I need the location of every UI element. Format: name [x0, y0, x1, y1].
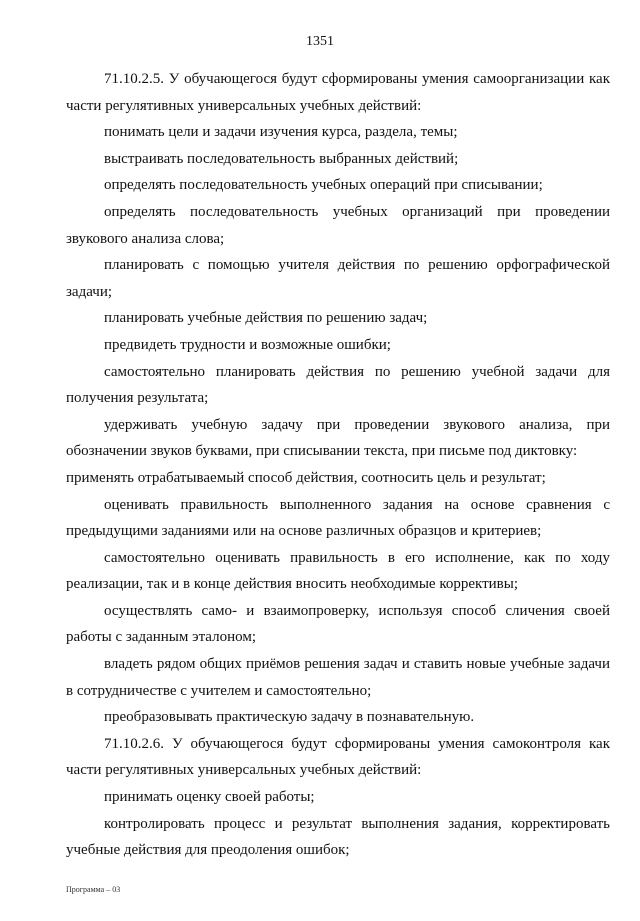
- list-item: применять отрабатываемый способ действия, соотносить цель и результат;: [66, 469, 546, 486]
- list-item: контролировать процесс и результат выполнения задания, корректировать учебные действия для преодоления ошибок;: [66, 815, 610, 859]
- document-body: [66, 66, 610, 864]
- list-item: самостоятельно оценивать правильность в его исполнение, как по ходу реализации, так и в конце действия вносить необходимые коррективы;: [66, 549, 610, 593]
- page-footer: Программа – 03: [66, 885, 121, 894]
- list-item: оценивать правильность выполненного задания на основе сравнения с предыдущими заданиями или на основе различных образцов и критериев;: [66, 496, 610, 540]
- list-item: осуществлять само- и взаимопроверку, используя способ сличения своей работы с заданным эталоном;: [66, 602, 610, 646]
- list-item: предвидеть трудности и возможные ошибки;: [104, 336, 391, 353]
- list-item: понимать цели и задачи изучения курса, раздела, темы;: [104, 124, 458, 141]
- list-item: определять последовательность учебных организаций при проведении звукового анализа слова;: [66, 203, 610, 247]
- paragraph-section-71-10-2-5: 71.10.2.5. У обучающегося будут сформированы умения самоорганизации как части регулятивных универсальных учебных действий:: [66, 71, 610, 114]
- page-number: 1351: [306, 34, 334, 49]
- list-item: самостоятельно планировать действия по решению учебной задачи для получения результата;: [66, 363, 610, 407]
- list-item: выстраивать последовательность выбранных действий;: [104, 150, 459, 167]
- list-item: принимать оценку своей работы;: [104, 789, 315, 806]
- list-item: преобразовывать практическую задачу в познавательную.: [104, 709, 475, 726]
- paragraph-section-71-10-2-6: 71.10.2.6. У обучающегося будут сформированы умения самоконтроля как части регулятивных универсальных учебных действий:: [66, 735, 610, 779]
- list-item: определять последовательность учебных операций при списывании;: [104, 177, 543, 194]
- list-item: планировать с помощью учителя действия по решению орфографической задачи;: [66, 257, 610, 300]
- list-item: владеть рядом общих приёмов решения задач и ставить новые учебные задачи в сотрудничестве с учителем и самостоятельно;: [66, 656, 610, 699]
- list-item: удерживать учебную задачу при проведении звукового анализа, при обозначении звуков буквами, при списывании текста, при письме под диктовку:: [66, 416, 610, 460]
- list-item: планировать учебные действия по решению задач;: [104, 310, 428, 327]
